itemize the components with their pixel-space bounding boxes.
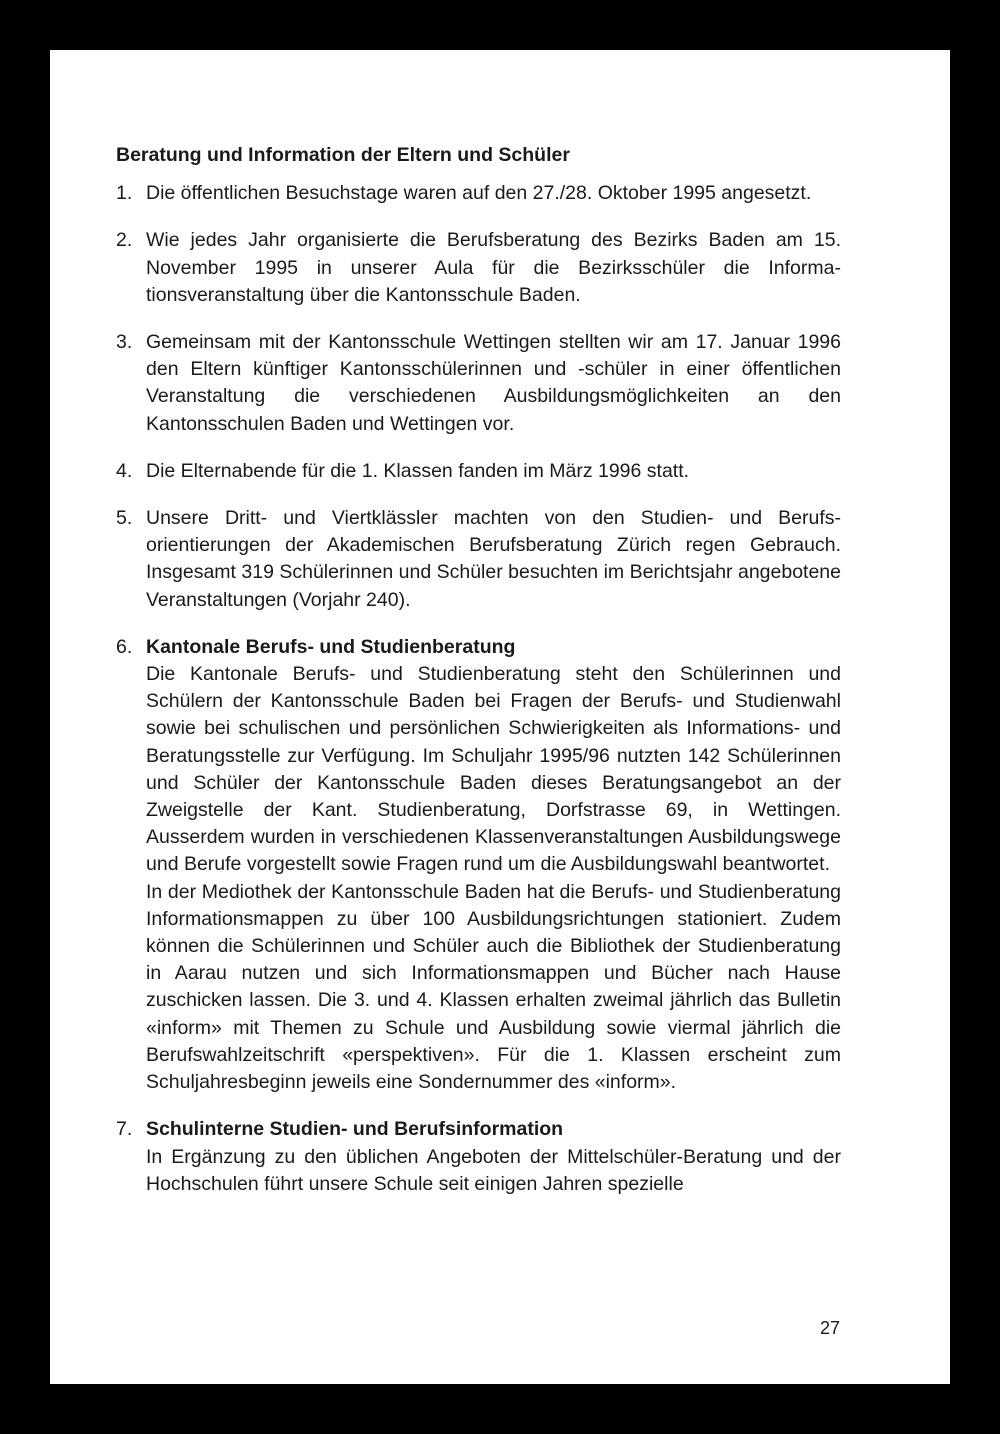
- page-content: [116, 142, 841, 1218]
- list-item: [116, 458, 841, 485]
- list-item-paragraph: Wie jedes Jahr organisierte die Berufsberatung des Bezirks Baden am 15. November 1995 in unserer Aula für die Bezirksschüler die Informationsveranstaltung über die Kantonsschule Baden.: [146, 229, 841, 306]
- list-item-paragraph: Die öffentlichen Besuchstage waren auf den 27./28. Oktober 1995 angesetzt.: [146, 182, 812, 205]
- page-number: 27: [819, 1318, 840, 1338]
- list-item-number: 3.: [116, 331, 133, 354]
- list-item-title: Schulinterne Studien- und Berufsinformation: [146, 1118, 564, 1141]
- list-item-paragraph: In Ergänzung zu den üblichen Angeboten der Mittelschüler-Beratung und der Hochschulen führt unsere Schule seit einigen Jahren spezielle: [146, 1145, 841, 1195]
- list-item-body: [146, 634, 841, 1096]
- list-item: [116, 227, 841, 309]
- numbered-list: [116, 180, 841, 1198]
- list-item-body: [146, 1116, 841, 1198]
- list-item-body: [146, 505, 841, 614]
- list-item-paragraph: Gemeinsam mit der Kantonsschule Wettingen stellten wir am 17. Januar 1996 den Eltern künftiger Kantonsschülerinnen und -schüler in einer öffentlichen Veranstaltung die verschiedenen Ausbildungsmöglichkeiten an den Kantonsschulen Baden und Wettingen vor.: [146, 331, 841, 435]
- list-item-paragraph: Die Kantonale Berufs- und Studienberatung steht den Schülerinnen und Schülern der Kantonsschule Baden bei Fragen der Berufs- und Studienwahl sowie bei schulischen und persönlichen Schwierigkeiten als Informations- und Beratungsstelle zur Verfügung. Im Schuljahr 1995/96 nutzten 142 Schülerinnen und Schüler der Kantonsschule Baden dieses Beratungsangebot an der Zweigstelle der Kant. Studienberatung, Dorfstrasse 69, in Wettingen. Ausserdem wurden in verschiedenen Klassenveranstaltungen Ausbildungswege und Berufe vorgestellt sowie Fragen rund um die Ausbildungswahl beantwortet.: [146, 663, 841, 876]
- list-item-body: [146, 458, 841, 485]
- list-item: [116, 1116, 841, 1198]
- list-item-title: Kantonale Berufs- und Studienberatung: [146, 635, 516, 658]
- list-item-number: 6.: [116, 635, 133, 658]
- list-item-body: [146, 180, 841, 207]
- list-item: [116, 634, 841, 1096]
- list-item-number: 4.: [116, 459, 133, 482]
- list-item-paragraph: In der Mediothek der Kantonsschule Baden hat die Berufs- und Studienberatung Informationsmappen zu über 100 Ausbildungsrichtungen stationiert. Zudem können die Schülerinnen und Schüler auch die Bibliothek der Studienberatung in Aarau nutzen und sich Informationsmappen und Bücher nach Hause zuschicken lassen. Die 3. und 4. Klassen erhalten zweimal jährlich das Bulletin «inform» mit Themen zu Schule und Ausbildung sowie viermal jährlich die Berufswahlzeitschrift «perspektiven». Für die 1. Klassen erscheint zum Schuljahresbeginn jeweils eine Sondernummer des «inform».: [146, 880, 841, 1094]
- document-page: [50, 50, 950, 1384]
- list-item-number: 5.: [116, 507, 133, 530]
- list-item-paragraph: Unsere Dritt- und Viertklässler machten von den Studien- und Berufsorientierungen der Akademischen Berufsberatung Zürich regen Gebrauch. Insgesamt 319 Schülerinnen und Schüler besuchten im Berichtsjahr angebotene Veranstaltungen (Vorjahr 240).: [146, 507, 841, 611]
- list-item-body: [146, 227, 841, 309]
- list-item: [116, 180, 841, 207]
- list-item-number: 7.: [116, 1118, 133, 1141]
- list-item-number: 2.: [116, 229, 133, 252]
- list-item: [116, 505, 841, 614]
- list-item-paragraph: Die Elternabende für die 1. Klassen fanden im März 1996 statt.: [146, 459, 690, 482]
- list-item: [116, 329, 841, 438]
- list-item-body: [146, 329, 841, 438]
- section-heading: Beratung und Information der Eltern und Schüler: [116, 144, 570, 166]
- list-item-number: 1.: [116, 182, 133, 205]
